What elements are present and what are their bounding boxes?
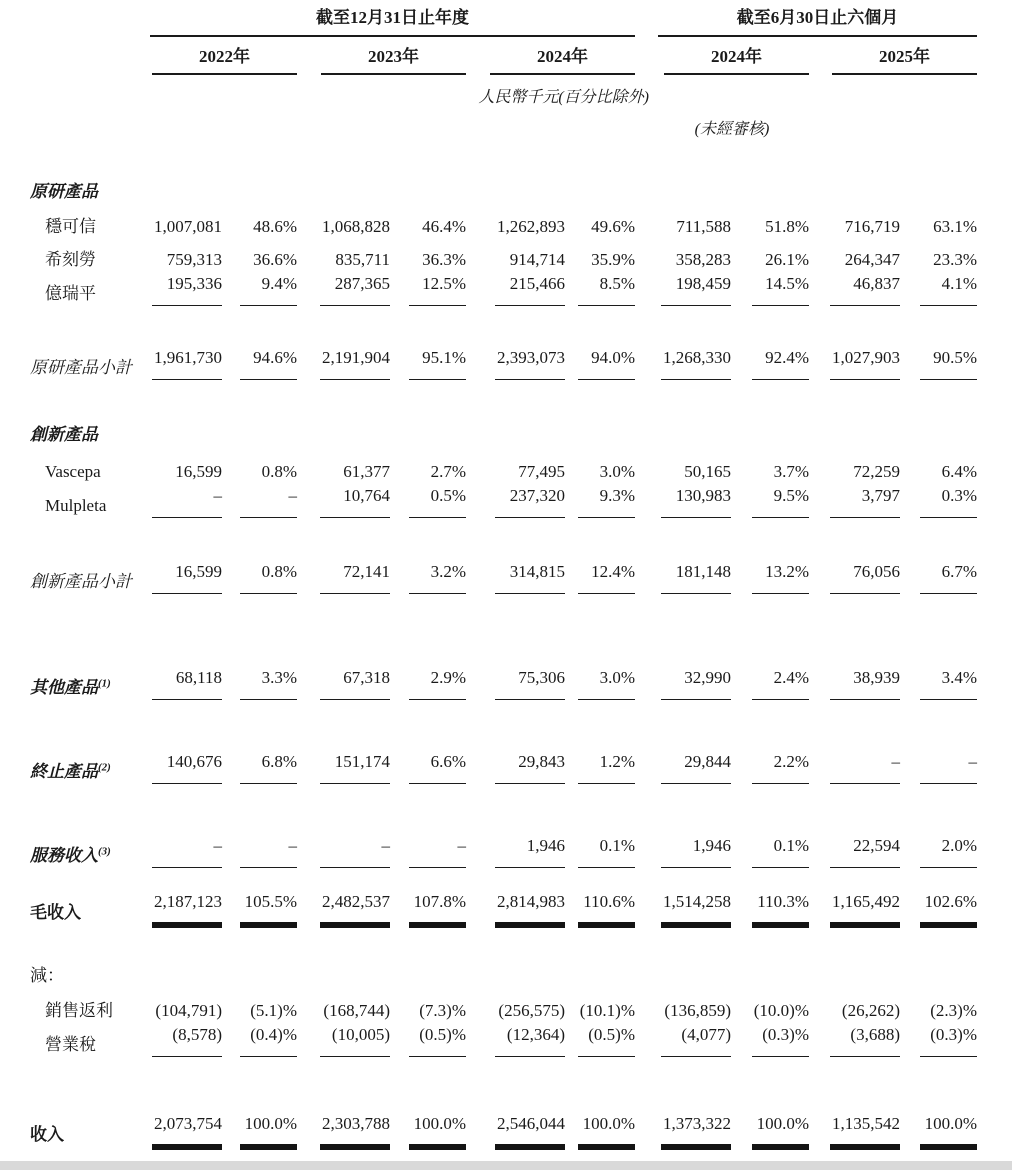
percent-cell: 2.9% — [409, 666, 466, 700]
year-column-label-2024: 2024年 — [490, 45, 635, 75]
table-row — [30, 1023, 978, 1057]
amount-cell: 1,373,322 — [661, 1112, 731, 1147]
percent-cell: (10.1)% — [579, 1001, 635, 1020]
row-label — [30, 423, 148, 447]
row-label-text: 原研產品 — [30, 182, 98, 201]
row-label — [30, 844, 148, 868]
period-group-annual-label: 截至12月31日止年度 — [150, 6, 635, 37]
percent-cell: 36.6% — [253, 250, 297, 269]
row-label — [30, 676, 148, 700]
percent-cell: 12.4% — [578, 560, 635, 594]
percent-cell: 8.5% — [578, 272, 635, 306]
amount-cell: 38,939 — [830, 666, 900, 700]
percent-cell: 0.1% — [752, 834, 809, 868]
amount-cell: 1,027,903 — [830, 346, 900, 380]
year-column-label-2024-interim: 2024年 — [664, 45, 809, 75]
percent-cell: 110.6% — [578, 890, 635, 925]
amount-cell: 716,719 — [844, 217, 900, 236]
amount-cell: – — [320, 834, 390, 868]
footnote-superscript: (3) — [98, 845, 111, 858]
row-label-text: 原研產品小計 — [30, 358, 132, 377]
row-label — [30, 248, 148, 272]
percent-cell: 100.0% — [240, 1112, 297, 1147]
percent-cell: 102.6% — [920, 890, 977, 925]
row-label — [30, 570, 148, 594]
percent-cell: 107.8% — [409, 890, 466, 925]
amount-cell: (4,077) — [661, 1023, 731, 1057]
percent-cell: 0.5% — [409, 484, 466, 518]
amount-cell: (26,262) — [841, 1001, 900, 1020]
percent-cell: (5.1)% — [250, 1001, 297, 1020]
amount-cell: 46,837 — [830, 272, 900, 306]
amount-cell: (8,578) — [152, 1023, 222, 1057]
unaudited-note: (未經審核) — [694, 121, 770, 138]
percent-cell: – — [240, 834, 297, 868]
amount-cell: 76,056 — [830, 560, 900, 594]
percent-cell: (0.3)% — [752, 1023, 809, 1057]
percent-cell: (0.4)% — [240, 1023, 297, 1057]
row-label-text: Mulpleta — [45, 496, 107, 515]
percent-cell: (0.3)% — [920, 1023, 977, 1057]
row-label — [30, 999, 148, 1023]
percent-cell: 100.0% — [752, 1112, 809, 1147]
percent-cell: 94.6% — [240, 346, 297, 380]
amount-cell: – — [830, 750, 900, 784]
amount-cell: 914,714 — [509, 250, 565, 269]
row-label-text: 服務收入 — [30, 846, 98, 865]
row-label — [30, 494, 148, 518]
row-label-text: 營業稅 — [45, 1035, 96, 1054]
amount-cell: 75,306 — [495, 666, 565, 700]
unaudited-note-row — [30, 109, 978, 141]
percent-cell: 95.1% — [409, 346, 466, 380]
percent-cell: 3.4% — [920, 666, 977, 700]
amount-cell: 50,165 — [684, 462, 731, 481]
amount-cell: 2,814,983 — [495, 890, 565, 925]
table-row — [30, 414, 978, 447]
amount-cell: 264,347 — [844, 250, 900, 269]
amount-cell: 130,983 — [661, 484, 731, 518]
percent-cell: 3.7% — [773, 462, 809, 481]
percent-cell: 6.6% — [409, 750, 466, 784]
percent-cell: – — [409, 834, 466, 868]
amount-cell: 2,191,904 — [320, 346, 390, 380]
percent-cell: (7.3)% — [419, 1001, 466, 1020]
amount-cell: 1,068,828 — [322, 217, 390, 236]
table-row — [30, 451, 978, 484]
amount-cell: 195,336 — [152, 272, 222, 306]
row-label — [30, 215, 148, 239]
row-label — [30, 964, 148, 988]
amount-cell: 181,148 — [661, 560, 731, 594]
table-body — [30, 171, 978, 1147]
amount-cell: 358,283 — [675, 250, 731, 269]
percent-cell: 4.1% — [920, 272, 977, 306]
amount-cell: 1,262,893 — [497, 217, 565, 236]
row-label — [30, 460, 148, 484]
table-row — [30, 560, 978, 594]
percent-cell: 1.2% — [578, 750, 635, 784]
table-row — [30, 272, 978, 306]
amount-cell: – — [152, 484, 222, 518]
row-label-text: 銷售返利 — [45, 1001, 113, 1020]
row-label-text: 毛收入 — [30, 903, 81, 922]
amount-cell: (12,364) — [495, 1023, 565, 1057]
unit-note-row — [30, 75, 978, 109]
percent-cell: 2.0% — [920, 834, 977, 868]
table-row — [30, 1112, 978, 1147]
amount-cell: 1,135,542 — [830, 1112, 900, 1147]
amount-cell: 68,118 — [152, 666, 222, 700]
amount-cell: 1,946 — [661, 834, 731, 868]
percent-cell: (0.5)% — [578, 1023, 635, 1057]
amount-cell: 67,318 — [320, 666, 390, 700]
amount-cell: 314,815 — [495, 560, 565, 594]
percent-cell: (0.5)% — [409, 1023, 466, 1057]
amount-cell: – — [152, 834, 222, 868]
amount-cell: (256,575) — [498, 1001, 565, 1020]
percent-cell: 6.8% — [240, 750, 297, 784]
amount-cell: 2,393,073 — [495, 346, 565, 380]
year-column-label-2023: 2023年 — [321, 45, 466, 75]
table-row — [30, 239, 978, 272]
amount-cell: 2,546,044 — [495, 1112, 565, 1147]
amount-cell: 1,268,330 — [661, 346, 731, 380]
row-label-text: Vascepa — [45, 462, 101, 481]
amount-cell: 1,961,730 — [152, 346, 222, 380]
percent-cell: 3.0% — [599, 462, 635, 481]
table-row — [30, 666, 978, 700]
percent-cell: 9.4% — [240, 272, 297, 306]
row-label-text: 其他產品 — [30, 678, 98, 697]
percent-cell: 26.1% — [765, 250, 809, 269]
percent-cell: 6.7% — [920, 560, 977, 594]
period-group-header-row — [30, 6, 978, 37]
period-group-annual-cell — [148, 6, 635, 37]
percent-cell: 2.4% — [752, 666, 809, 700]
percent-cell: 2.2% — [752, 750, 809, 784]
percent-cell: 100.0% — [578, 1112, 635, 1147]
percent-cell: 46.4% — [422, 217, 466, 236]
percent-cell: 100.0% — [409, 1112, 466, 1147]
amount-cell: (104,791) — [155, 1001, 222, 1020]
row-label — [30, 1123, 148, 1147]
amount-cell: 198,459 — [661, 272, 731, 306]
table-row — [30, 990, 978, 1023]
table-row — [30, 484, 978, 518]
amount-cell: 287,365 — [320, 272, 390, 306]
row-label — [30, 356, 148, 380]
year-column-label-2022: 2022年 — [152, 45, 297, 75]
amount-cell: 22,594 — [830, 834, 900, 868]
percent-cell: – — [240, 484, 297, 518]
table-row — [30, 834, 978, 868]
row-label-text: 創新產品 — [30, 425, 98, 444]
percent-cell: 3.3% — [240, 666, 297, 700]
percent-cell: 3.0% — [578, 666, 635, 700]
amount-cell: 2,482,537 — [320, 890, 390, 925]
amount-cell: (10,005) — [320, 1023, 390, 1057]
row-label-text: 收入 — [30, 1125, 64, 1144]
footnote-superscript: (2) — [98, 761, 111, 774]
amount-cell: (3,688) — [830, 1023, 900, 1057]
period-group-interim-cell — [635, 6, 977, 37]
unit-note: 人民幣千元(百分比除外) — [478, 89, 649, 106]
percent-cell: 105.5% — [240, 890, 297, 925]
percent-cell: 0.3% — [920, 484, 977, 518]
percent-cell: 13.2% — [752, 560, 809, 594]
row-label-text: 億瑞平 — [45, 284, 96, 303]
percent-cell: 6.4% — [941, 462, 977, 481]
amount-cell: (168,744) — [323, 1001, 390, 1020]
percent-cell: 92.4% — [752, 346, 809, 380]
row-label — [30, 282, 148, 306]
row-label — [30, 1033, 148, 1057]
percent-cell: 14.5% — [752, 272, 809, 306]
amount-cell: 1,007,081 — [154, 217, 222, 236]
amount-cell: 72,259 — [853, 462, 900, 481]
amount-cell: 3,797 — [830, 484, 900, 518]
percent-cell: (10.0)% — [753, 1001, 809, 1020]
percent-cell: 48.6% — [253, 217, 297, 236]
amount-cell: 140,676 — [152, 750, 222, 784]
percent-cell: 0.1% — [578, 834, 635, 868]
percent-cell: 0.8% — [240, 560, 297, 594]
amount-cell: 711,588 — [676, 217, 731, 236]
amount-cell: (136,859) — [664, 1001, 731, 1020]
percent-cell: 90.5% — [920, 346, 977, 380]
amount-cell: 29,843 — [495, 750, 565, 784]
row-label-text: 穩可信 — [45, 217, 96, 236]
percent-cell: (2.3)% — [930, 1001, 977, 1020]
row-label — [30, 180, 148, 204]
year-header-row — [30, 45, 978, 75]
footnote-superscript: (1) — [98, 677, 111, 690]
amount-cell: 151,174 — [320, 750, 390, 784]
amount-cell: 29,844 — [661, 750, 731, 784]
amount-cell: 2,073,754 — [152, 1112, 222, 1147]
amount-cell: 61,377 — [343, 462, 390, 481]
amount-cell: 2,303,788 — [320, 1112, 390, 1147]
percent-cell: 0.8% — [261, 462, 297, 481]
amount-cell: 1,514,258 — [661, 890, 731, 925]
percent-cell: 3.2% — [409, 560, 466, 594]
percent-cell: 12.5% — [409, 272, 466, 306]
amount-cell: 1,165,492 — [830, 890, 900, 925]
percent-cell: 23.3% — [933, 250, 977, 269]
percent-cell: 36.3% — [422, 250, 466, 269]
amount-cell: 2,187,123 — [152, 890, 222, 925]
row-label — [30, 901, 148, 925]
amount-cell: 237,320 — [495, 484, 565, 518]
table-row — [30, 206, 978, 239]
percent-cell: 35.9% — [591, 250, 635, 269]
amount-cell: 16,599 — [152, 560, 222, 594]
percent-cell: 49.6% — [591, 217, 635, 236]
percent-cell: 110.3% — [752, 890, 809, 925]
table-row — [30, 890, 978, 925]
amount-cell: 72,141 — [320, 560, 390, 594]
period-group-interim-label: 截至6月30日止六個月 — [658, 6, 977, 37]
row-label — [30, 760, 148, 784]
row-label-text: 創新產品小計 — [30, 572, 132, 591]
percent-cell: 51.8% — [765, 217, 809, 236]
percent-cell: 2.7% — [430, 462, 466, 481]
row-label-text: 終止產品 — [30, 762, 98, 781]
page-bottom-strip — [0, 1161, 1012, 1170]
table-row — [30, 346, 978, 380]
amount-cell: 1,946 — [495, 834, 565, 868]
percent-cell: 9.5% — [752, 484, 809, 518]
row-label-text: 減： — [30, 966, 64, 985]
percent-cell: 9.3% — [578, 484, 635, 518]
table-row — [30, 955, 978, 988]
amount-cell: 835,711 — [335, 250, 390, 269]
percent-cell: 94.0% — [578, 346, 635, 380]
table-row — [30, 171, 978, 204]
amount-cell: 32,990 — [661, 666, 731, 700]
percent-cell: 100.0% — [920, 1112, 977, 1147]
amount-cell: 77,495 — [518, 462, 565, 481]
amount-cell: 16,599 — [175, 462, 222, 481]
percent-cell: 63.1% — [933, 217, 977, 236]
percent-cell: – — [920, 750, 977, 784]
amount-cell: 10,764 — [320, 484, 390, 518]
amount-cell: 215,466 — [495, 272, 565, 306]
year-column-label-2025-interim: 2025年 — [832, 45, 977, 75]
amount-cell: 759,313 — [166, 250, 222, 269]
row-label-text: 希刻勞 — [45, 250, 96, 269]
table-row — [30, 750, 978, 784]
